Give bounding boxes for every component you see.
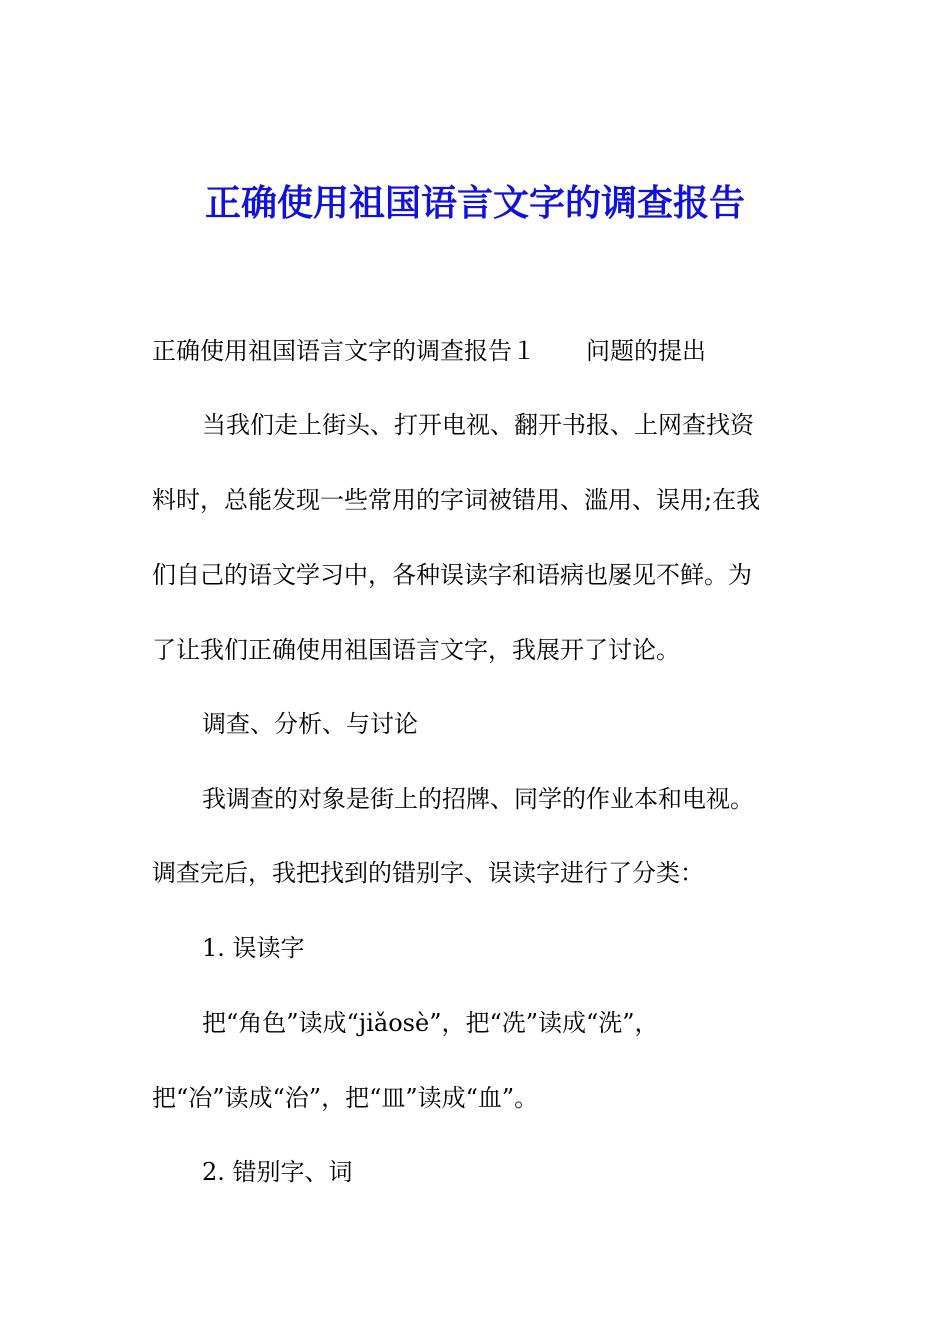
paragraph-line: 我调查的对象是街上的招牌、同学的作业本和电视。 <box>202 785 754 813</box>
paragraph-line: 把“冶”读成“治”，把“皿”读成“血”。 <box>152 1084 539 1112</box>
list-item-heading: 1. 误读字 <box>202 934 305 962</box>
paragraph-line: 把“角色”读成“jiǎosè”，把“冼”读成“洗”， <box>202 1009 659 1037</box>
report-heading: 正确使用祖国语言文字的调查报告１ <box>152 337 536 365</box>
paragraph-line: 调查完后，我把找到的错别字、误读字进行了分类： <box>152 859 704 887</box>
paragraph-line: 料时，总能发现一些常用的字词被错用、滥用、误用;在我 <box>152 486 761 514</box>
document-title: 正确使用祖国语言文字的调查报告 <box>204 182 745 224</box>
section-heading: 问题的提出 <box>586 337 706 365</box>
section-heading: 调查、分析、与讨论 <box>202 710 418 738</box>
paragraph-line: 了让我们正确使用祖国语言文字，我展开了讨论。 <box>152 636 680 664</box>
paragraph-line: 们自己的语文学习中，各种误读字和语病也屡见不鲜。为 <box>152 561 752 589</box>
paragraph-line: 当我们走上街头、打开电视、翻开书报、上网查找资 <box>202 411 754 439</box>
section-heading-line <box>152 333 706 369</box>
list-item-heading: 2. 错别字、词 <box>202 1158 353 1186</box>
